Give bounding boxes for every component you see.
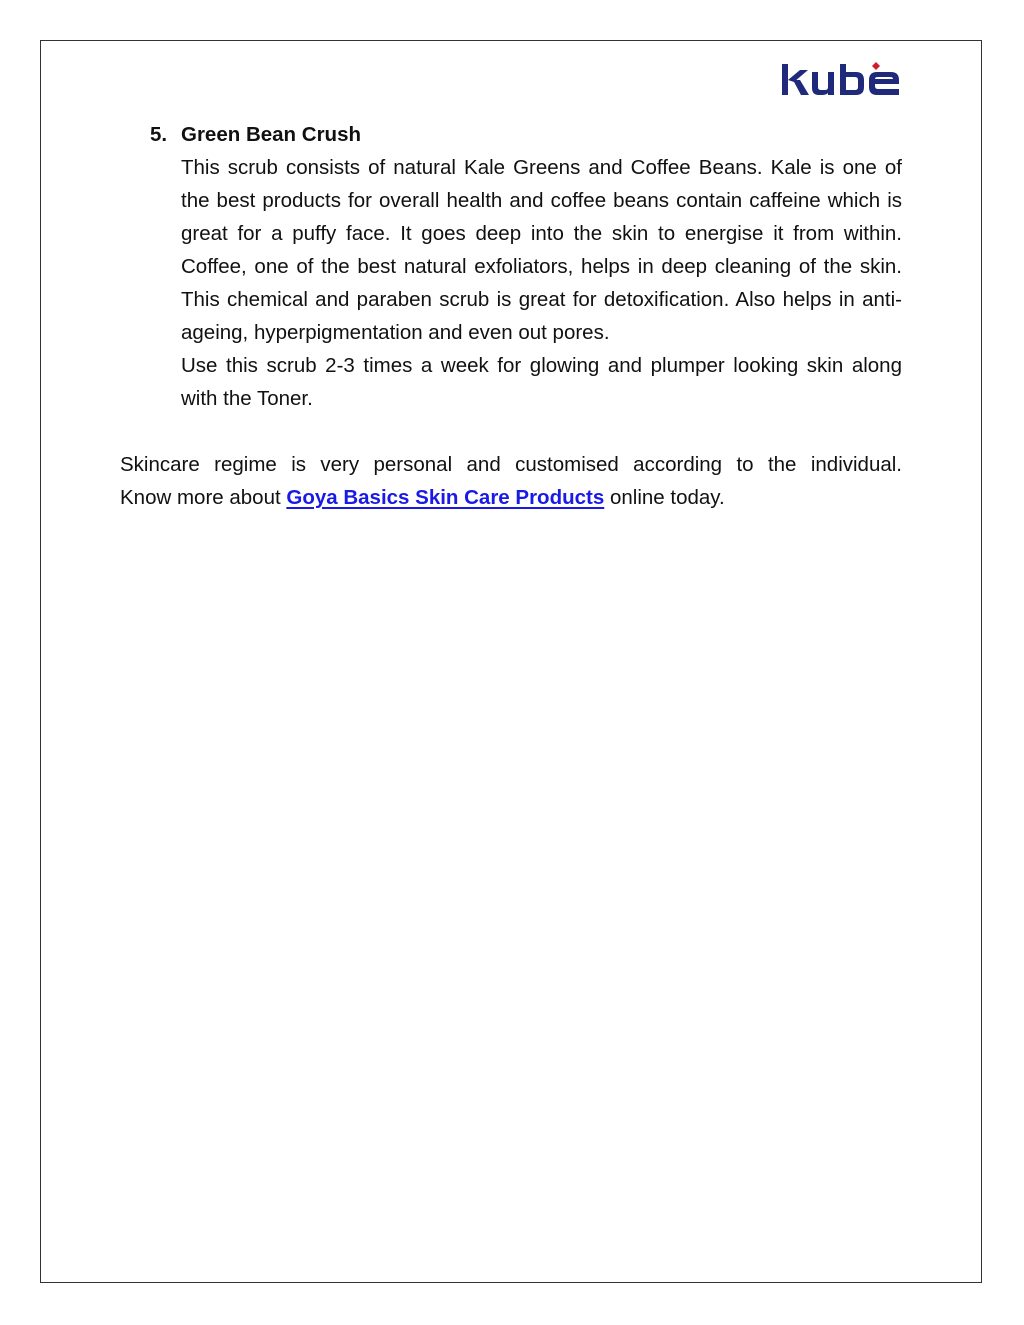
goya-basics-link[interactable]: Goya Basics Skin Care Products <box>286 486 605 509</box>
closing-sentence: Skincare regime is very personal and customised according to the individual. <box>120 453 902 476</box>
list-item <box>150 118 902 415</box>
kube-logo <box>780 58 906 100</box>
list-item-body <box>181 118 902 415</box>
section-paragraph-description: This scrub consists of natural Kale Greens and Coffee Beans. Kale is one of the best products for overall health and coffee beans contain caffeine which is great for a puffy face. It goes deep into the skin to energise it from within. Coffee, one of the best natural exfoliators, helps in deep cleaning of the skin. This chemical and paraben scrub is great for detoxification. Also helps in anti-ageing, hyperpigmentation and even out pores. <box>181 156 902 344</box>
kube-logo-mark <box>780 58 906 100</box>
document-body <box>120 118 902 514</box>
list-number: 5. <box>150 123 168 146</box>
closing-paragraph <box>120 448 902 514</box>
closing-tail: online today. <box>604 486 725 509</box>
section-heading: Green Bean Crush <box>181 123 361 146</box>
closing-link-line <box>120 481 902 514</box>
section-paragraph-usage: Use this scrub 2-3 times a week for glowing and plumper looking skin along with the Toner. <box>181 354 902 410</box>
diamond-icon <box>872 62 880 70</box>
closing-lead-in: Know more about <box>120 486 287 509</box>
